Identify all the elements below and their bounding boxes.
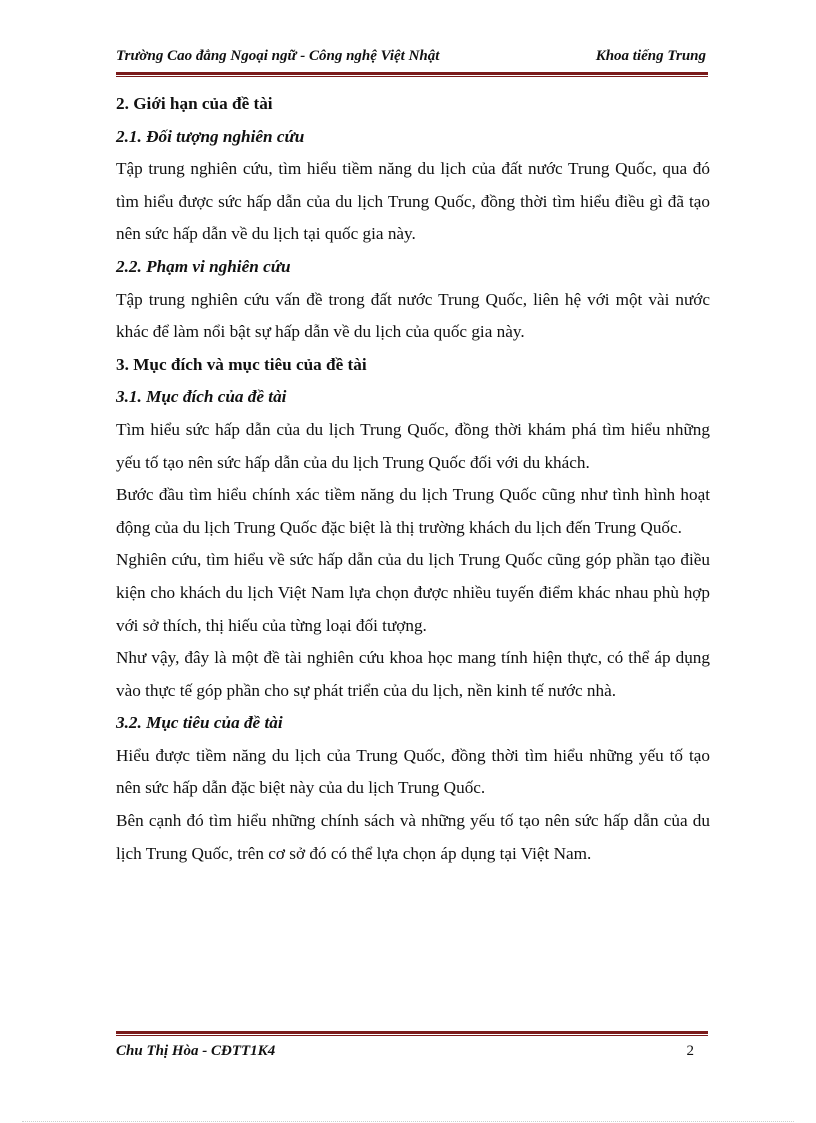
- footer-rule: [116, 1031, 708, 1036]
- footer-author: Chu Thị Hòa - CĐTT1K4: [116, 1043, 276, 1059]
- document-body: [116, 88, 710, 870]
- section-3-2-paragraph-2: Bên cạnh đó tìm hiểu những chính sách và những yếu tố tạo nên sức hấp dẫn của du lịch Trung Quốc, trên cơ sở đó có thể lựa chọn áp dụng tại Việt Nam.: [116, 811, 710, 863]
- section-3-2-title: 3.2. Mục tiêu của đề tài: [116, 713, 283, 733]
- header-rule: [116, 72, 708, 77]
- section-3-2-paragraph-1: Hiểu được tiềm năng du lịch của Trung Quốc, đồng thời tìm hiểu những yếu tố tạo nên sức hấp dẫn đặc biệt này của du lịch Trung Quốc.: [116, 745, 710, 798]
- page-number: 2: [686, 1043, 694, 1059]
- page-footer: [116, 1043, 708, 1065]
- section-2-1-paragraph: Tập trung nghiên cứu, tìm hiểu tiềm năng du lịch của đất nước Trung Quốc, qua đó tìm hiểu được sức hấp dẫn của du lịch Trung Quốc, đồng thời tìm hiểu điều gì đã tạo nên sức hấp dẫn về du lịch tại quốc gia này.: [116, 159, 710, 244]
- page-header: [116, 48, 708, 70]
- section-3-title: 3. Mục đích và mục tiêu của đề tài: [116, 354, 367, 374]
- section-3-1-paragraph-1: Tìm hiểu sức hấp dẫn của du lịch Trung Quốc, đồng thời khám phá tìm hiểu những yếu tố tạo nên sức hấp dẫn của du lịch Trung Quốc đối với du khách.: [116, 419, 710, 472]
- header-school: Trường Cao đẳng Ngoại ngữ - Công nghệ Việt Nhật: [116, 48, 440, 64]
- section-3-1-paragraph-3: Nghiên cứu, tìm hiểu về sức hấp dẫn của du lịch Trung Quốc cũng góp phần tạo điều kiện cho khách du lịch Việt Nam lựa chọn được nhiều tuyến điểm khác nhau phù hợp với sở thích, thị hiếu của từng loại đối tượng.: [116, 550, 710, 635]
- section-3-1-title: 3.1. Mục đích của đề tài: [116, 387, 287, 407]
- header-department: Khoa tiếng Trung: [595, 48, 706, 64]
- section-2-2-paragraph: Tập trung nghiên cứu vấn đề trong đất nước Trung Quốc, liên hệ với một vài nước khác để làm nổi bật sự hấp dẫn về du lịch của quốc gia này.: [116, 289, 710, 342]
- page-edge-divider: [22, 1121, 794, 1122]
- section-2-title: 2. Giới hạn của đề tài: [116, 94, 273, 113]
- section-3-1-paragraph-4: Như vậy, đây là một đề tài nghiên cứu khoa học mang tính hiện thực, có thể áp dụng vào thực tế góp phần cho sự phát triển của du lịch, nền kinh tế nước nhà.: [116, 648, 710, 700]
- section-2-2-title: 2.2. Phạm vi nghiên cứu: [116, 256, 291, 276]
- section-3-1-paragraph-2: Bước đầu tìm hiểu chính xác tiềm năng du lịch Trung Quốc cũng như tình hình hoạt động của du lịch Trung Quốc đặc biệt là thị trường khách du lịch đến Trung Quốc.: [116, 485, 710, 537]
- section-2-1-title: 2.1. Đối tượng nghiên cứu: [116, 126, 305, 146]
